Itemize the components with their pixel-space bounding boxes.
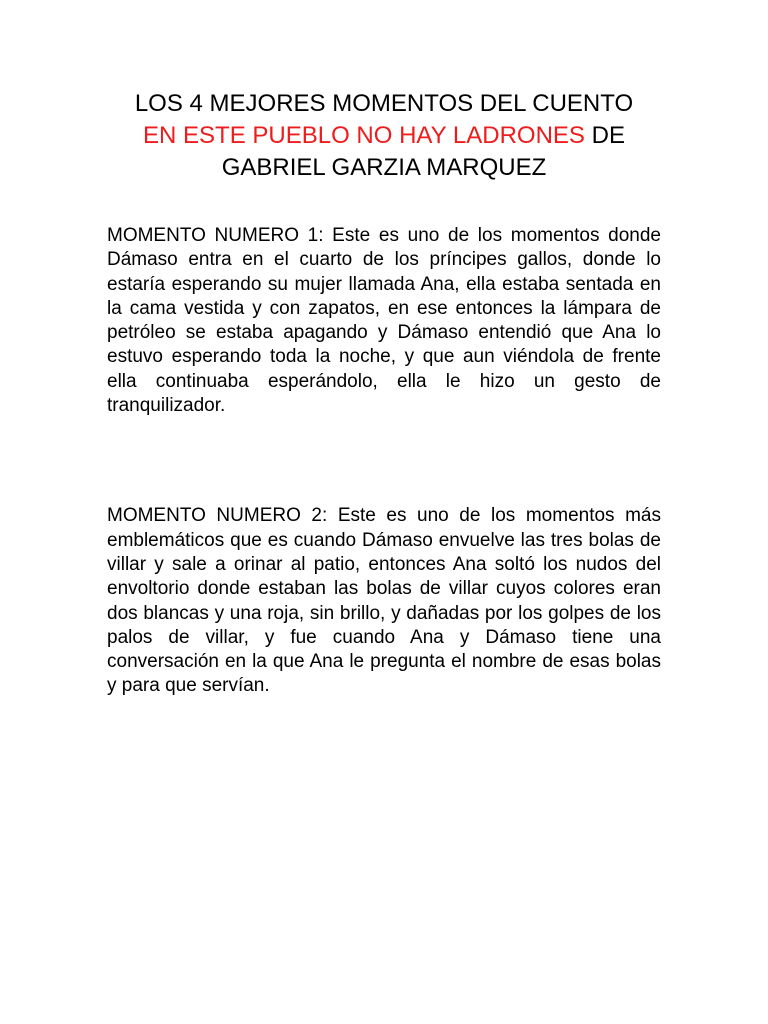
title-line-1: LOS 4 MEJORES MOMENTOS DEL CUENTO [134, 90, 634, 117]
story-title-highlight: EN ESTE PUEBLO NO HAY LADRONES [143, 122, 585, 149]
title-line-2-suffix: DE [584, 122, 625, 149]
document-title [107, 0, 661, 184]
title-line-3: GABRIEL GARZIA MARQUEZ [221, 154, 547, 181]
moment-1-paragraph: MOMENTO NUMERO 1: Este es uno de los momentos donde Dámaso entra en el cuarto de los príncipes gallos, donde lo estaría esperando su mujer llamada Ana, ella estaba sentada en la cama vestida y con zapatos, en ese entonces la lámpara de petróleo se estaba apagando y Dámaso entendió que Ana lo estuvo esperando toda la noche, y que aun viéndola de frente ella continuaba esperándolo, ella le hizo un gesto de tranquilizador. [107, 225, 661, 417]
title-line-2 [107, 120, 661, 152]
moment-2-paragraph: MOMENTO NUMERO 2: Este es uno de los momentos más emblemáticos que es cuando Dámaso envuelve las tres bolas de villar y sale a orinar al patio, entonces Ana soltó los nudos del envoltorio donde estaban las bolas de villar cuyos colores eran dos blancas y una roja, sin brillo, y dañadas por los golpes de los palos de villar, y fue cuando Ana y Dámaso tiene una conversación en la que Ana le pregunta el nombre de esas bolas y para que servían. [107, 505, 661, 697]
